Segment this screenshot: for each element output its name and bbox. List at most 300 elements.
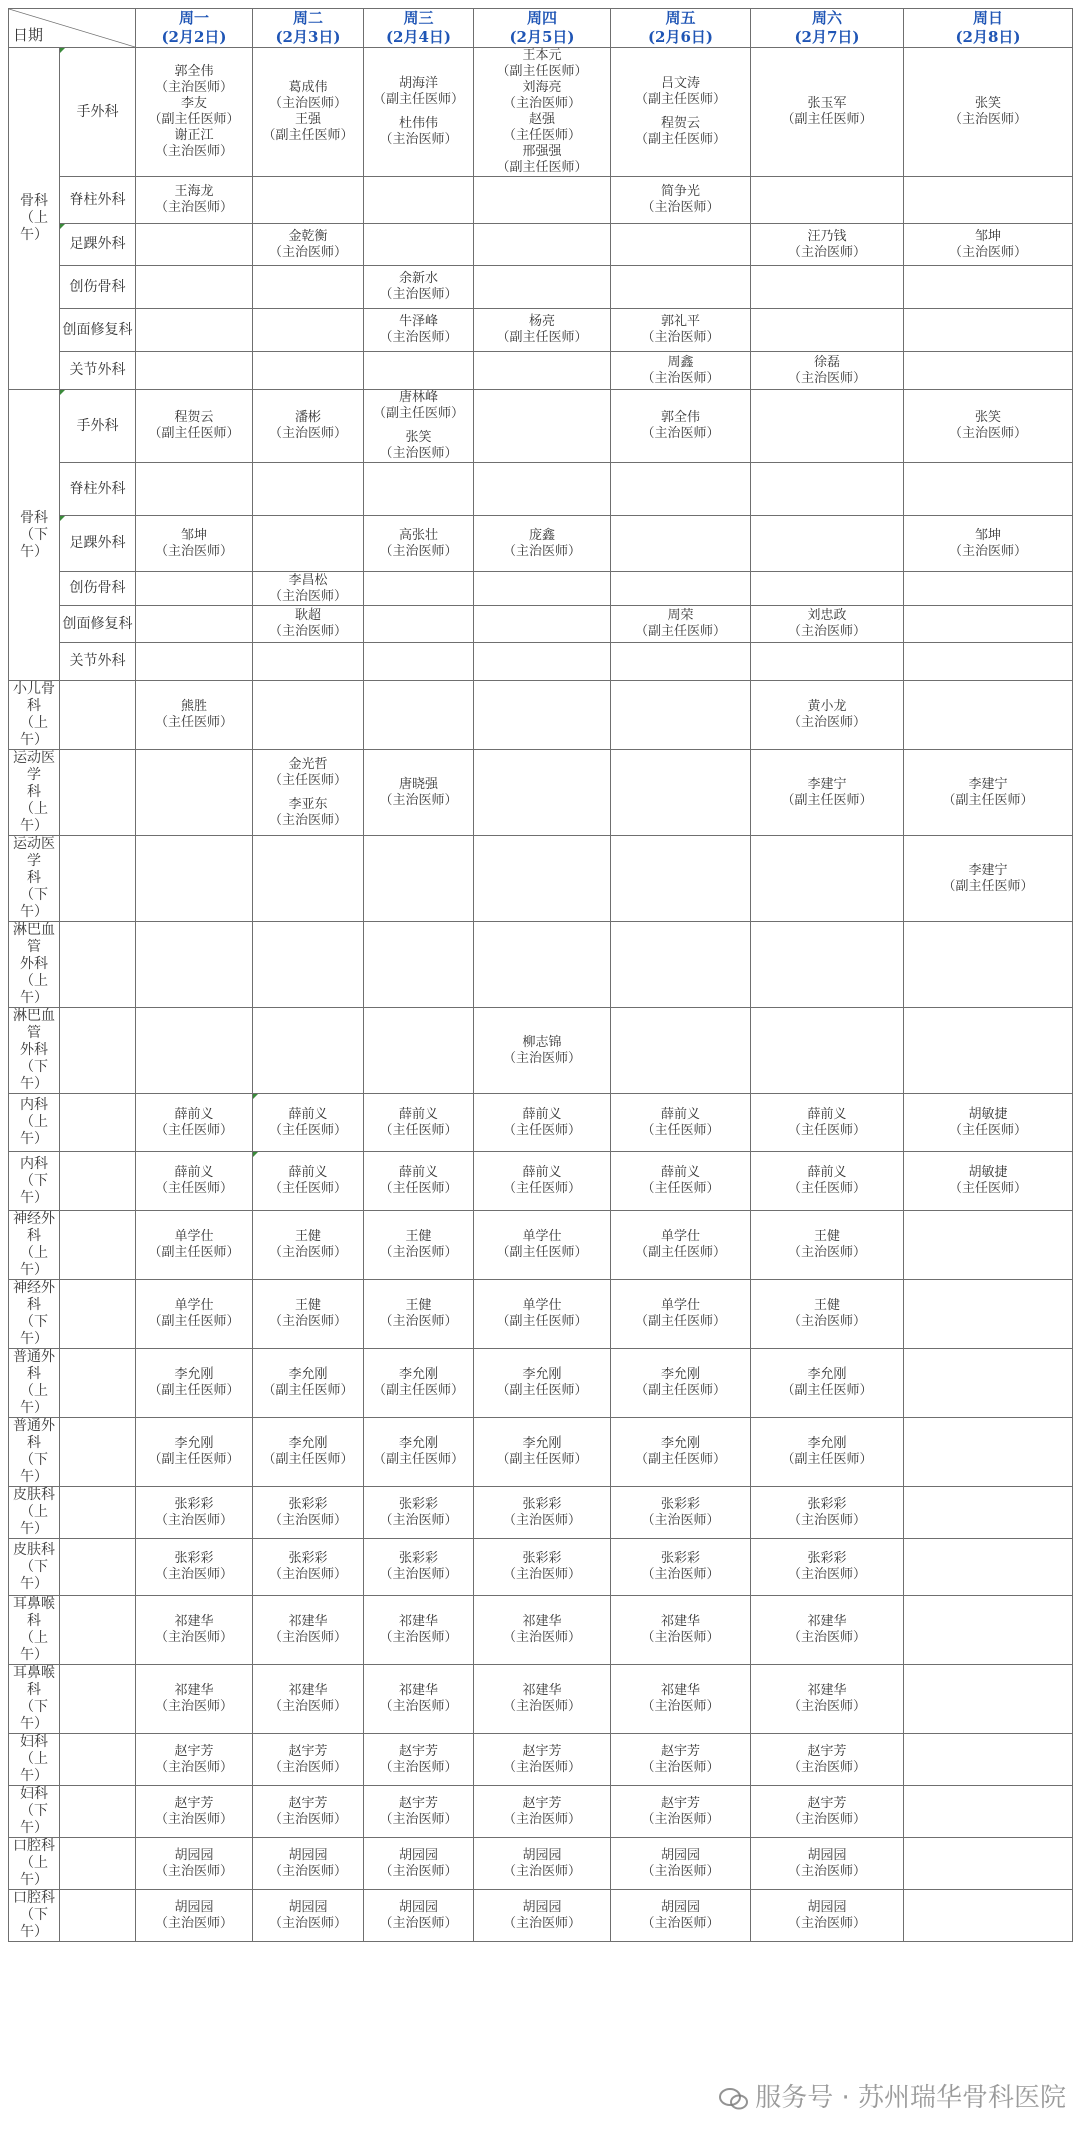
schedule-cell [904, 463, 1073, 516]
doctor-name: 郭礼平 [660, 314, 700, 329]
schedule-cell [364, 177, 474, 224]
schedule-cell [136, 1211, 253, 1280]
doctor-title: （副主任医师） [634, 1452, 726, 1467]
doctor-title: （主治医师） [268, 1630, 347, 1645]
schedule-cell [611, 266, 751, 309]
schedule-cell [253, 836, 364, 922]
schedule-cell [611, 922, 751, 1008]
doctor-title: （主治医师） [268, 1699, 347, 1714]
department-label-line: 神经外科 [13, 1280, 55, 1313]
doctor-name: 唐晓强 [398, 776, 438, 792]
schedule-cell [364, 1786, 474, 1838]
doctor-title: （主治医师） [641, 1512, 720, 1528]
doctor-name: 祁建华 [522, 1614, 562, 1629]
doctor-title: （主治医师） [787, 1567, 866, 1582]
doctor-name: 王健 [294, 1229, 321, 1244]
doctor-title: （主治医师） [379, 446, 458, 461]
schedule-cell [611, 177, 751, 224]
ortho-row [9, 516, 1073, 572]
cell-gap [366, 108, 471, 116]
doctor-title: （副主任医师） [634, 624, 726, 639]
empty-subspecialty-cell [60, 750, 136, 836]
subspecialty-name: 创伤骨科 [69, 580, 126, 596]
department-label-line: 外科 [20, 1042, 48, 1058]
doctor-name: 薛前义 [807, 1106, 847, 1122]
schedule-cell [253, 1094, 364, 1152]
doctor-title: （副主任医师） [148, 1383, 240, 1398]
doctor-title: （主任医师） [787, 1122, 866, 1138]
schedule-cell [904, 48, 1073, 177]
day-date: (2月8日) [955, 28, 1021, 46]
doctor-name: 胡园园 [288, 1899, 328, 1915]
subspecialty-label [60, 266, 136, 309]
doctor-title: （副主任医师） [262, 1383, 354, 1398]
doctor-title: （主治医师） [379, 1863, 458, 1879]
schedule-cell [136, 1838, 253, 1890]
doctor-title: （主治医师） [948, 244, 1027, 260]
schedule-cell [474, 1596, 611, 1665]
department-row [9, 922, 1073, 1008]
doctor-name: 祁建华 [522, 1683, 562, 1698]
doctor-title: （主治医师） [154, 1759, 233, 1775]
schedule-cell [611, 1539, 751, 1596]
doctor-name: 单学仕 [174, 1229, 214, 1244]
doctor-name: 王健 [405, 1229, 432, 1244]
doctor-title: （主治医师） [641, 1915, 720, 1931]
schedule-cell [364, 352, 474, 390]
department-label-line: 普通外科 [13, 1349, 55, 1382]
doctor-name: 谢正江 [174, 128, 214, 143]
schedule-cell [611, 836, 751, 922]
schedule-cell [904, 516, 1073, 572]
doctor-name: 张彩彩 [174, 1496, 214, 1512]
doctor-title: （主治医师） [379, 1567, 458, 1582]
doctor-name: 单学仕 [660, 1298, 700, 1313]
doctor-name: 李允刚 [522, 1367, 562, 1382]
empty-subspecialty-cell [60, 1539, 136, 1596]
department-label-line: 口腔科 [13, 1890, 55, 1906]
department-label-line: 皮肤科 [13, 1487, 55, 1503]
doctor-name: 李允刚 [807, 1436, 847, 1451]
empty-subspecialty-cell [60, 1786, 136, 1838]
empty-subspecialty-cell [60, 1418, 136, 1487]
doctor-title: （副主任医师） [148, 112, 240, 127]
schedule-cell [474, 309, 611, 352]
doctor-name: 薛前义 [174, 1106, 214, 1122]
ortho-row [9, 606, 1073, 643]
department-row [9, 1786, 1073, 1838]
doctor-title: （主治医师） [268, 1512, 347, 1528]
doctor-title: （副主任医师） [372, 1383, 464, 1398]
department-row [9, 1094, 1073, 1152]
doctor-title: （主治医师） [787, 1512, 866, 1528]
schedule-cell [751, 1094, 904, 1152]
doctor-name: 杜伟伟 [398, 116, 438, 131]
doctor-title: （主治医师） [379, 330, 458, 345]
department-label-line: 淋巴血管 [13, 1008, 55, 1041]
department-row [9, 1418, 1073, 1487]
day-name: 周二 [292, 9, 323, 27]
doctor-title: （主治医师） [787, 1630, 866, 1645]
day-date: (2月2日) [161, 28, 227, 46]
doctor-title: （主治医师） [268, 1915, 347, 1931]
doctor-title: （主治医师） [641, 370, 720, 386]
subspecialty-label [60, 224, 136, 266]
schedule-cell [253, 681, 364, 750]
schedule-cell [904, 1734, 1073, 1786]
department-label-line: 科 [27, 870, 41, 886]
doctor-name: 牛泽峰 [398, 314, 438, 329]
department-label-line: （上午） [20, 1114, 48, 1147]
doctor-name: 张彩彩 [174, 1551, 214, 1566]
department-label-line: 耳鼻喉科 [13, 1665, 55, 1698]
ortho-row [9, 309, 1073, 352]
doctor-name: 李昌松 [288, 572, 328, 588]
department-label-line: （上午） [20, 1383, 48, 1416]
schedule-cell [253, 1211, 364, 1280]
department-label-line: 运动医学 [13, 750, 55, 783]
doctor-title: （主任医师） [641, 1181, 720, 1196]
day-date: (2月5日) [509, 28, 575, 46]
schedule-cell [611, 463, 751, 516]
watermark-text: 服务号 · 苏州瑞华骨科医院 [755, 2083, 1066, 2113]
doctor-name: 张彩彩 [288, 1551, 328, 1566]
department-row [9, 1539, 1073, 1596]
schedule-cell [904, 681, 1073, 750]
empty-subspecialty-cell [60, 1890, 136, 1942]
schedule-cell [611, 1094, 751, 1152]
doctor-title: （主治医师） [154, 200, 233, 215]
doctor-name: 赵宇芳 [174, 1743, 214, 1759]
schedule-cell [474, 1786, 611, 1838]
cell-gap [366, 422, 471, 430]
doctor-name: 赵宇芳 [288, 1743, 328, 1759]
doctor-title: （副主任医师） [148, 1314, 240, 1329]
department-label [9, 1665, 60, 1734]
schedule-cell [253, 1890, 364, 1942]
schedule-cell [751, 463, 904, 516]
doctor-title: （副主任医师） [781, 1383, 873, 1398]
doctor-name: 王健 [813, 1229, 840, 1244]
doctor-name: 薛前义 [660, 1106, 700, 1122]
schedule-cell [364, 1487, 474, 1539]
schedule-cell [611, 1665, 751, 1734]
schedule-cell [253, 1786, 364, 1838]
wechat-icon [719, 2088, 749, 2110]
subspecialty-label [60, 177, 136, 224]
schedule-cell [751, 1008, 904, 1094]
doctor-title: （主治医师） [379, 1314, 458, 1329]
ortho-row [9, 572, 1073, 606]
ortho-row [9, 643, 1073, 681]
schedule-cell [474, 177, 611, 224]
doctor-title: （主治医师） [154, 1811, 233, 1827]
schedule-cell [253, 1280, 364, 1349]
subspecialty-name: 足踝外科 [69, 535, 126, 551]
schedule-cell [253, 1665, 364, 1734]
day-header-6 [751, 9, 904, 48]
schedule-cell [474, 352, 611, 390]
schedule-cell [611, 1487, 751, 1539]
department-label [9, 1152, 60, 1211]
department-row [9, 1280, 1073, 1349]
header-row [9, 9, 1073, 48]
doctor-name: 单学仕 [174, 1298, 214, 1313]
schedule-cell [136, 1349, 253, 1418]
schedule-cell [136, 606, 253, 643]
doctor-title: （主治医师） [787, 1759, 866, 1775]
doctor-name: 柳志锦 [522, 1034, 562, 1050]
doctor-title: （主治医师） [379, 132, 458, 147]
schedule-cell [904, 750, 1073, 836]
cell-gap [255, 789, 361, 797]
day-date: (2月6日) [647, 28, 714, 46]
doctor-title: （主治医师） [641, 1759, 720, 1775]
department-label-line: 内科 [20, 1097, 48, 1113]
doctor-title: （副主任医师） [942, 878, 1034, 894]
department-label [9, 1418, 60, 1487]
doctor-name: 程贺云 [660, 116, 700, 131]
doctor-name: 李建宁 [968, 776, 1008, 792]
schedule-cell [611, 606, 751, 643]
doctor-title: （主治医师） [154, 80, 233, 95]
schedule-cell [904, 643, 1073, 681]
doctor-name: 胡园园 [807, 1899, 847, 1915]
schedule-cell [136, 463, 253, 516]
schedule-cell [253, 1418, 364, 1487]
corner-marker [60, 48, 65, 53]
schedule-cell [364, 224, 474, 266]
ortho-row [9, 224, 1073, 266]
empty-subspecialty-cell [60, 1487, 136, 1539]
schedule-cell [364, 1094, 474, 1152]
doctor-name: 李允刚 [398, 1367, 438, 1382]
ortho-block-label [9, 48, 60, 390]
subspecialty-label [60, 390, 136, 463]
doctor-title: （副主任医师） [372, 1452, 464, 1467]
department-label-line: （下午） [20, 1803, 48, 1836]
department-label [9, 1890, 60, 1942]
department-label-line: 神经外科 [13, 1211, 55, 1244]
schedule-cell [904, 1008, 1073, 1094]
ortho-row [9, 390, 1073, 463]
doctor-name: 吕文涛 [660, 76, 700, 91]
schedule-cell [364, 1008, 474, 1094]
department-label-line: 科 [27, 784, 41, 800]
doctor-name: 胡园园 [288, 1847, 328, 1863]
schedule-cell [136, 1890, 253, 1942]
department-label [9, 1539, 60, 1596]
doctor-name: 李允刚 [660, 1367, 700, 1382]
doctor-name: 邢强强 [522, 144, 562, 159]
doctor-title: （副主任医师） [781, 112, 873, 127]
schedule-cell [253, 922, 364, 1008]
doctor-name: 薛前义 [288, 1106, 328, 1122]
doctor-title: （主任医师） [268, 1122, 347, 1138]
schedule-cell [904, 1890, 1073, 1942]
schedule-cell [751, 681, 904, 750]
schedule-cell [474, 1280, 611, 1349]
schedule-cell [904, 1152, 1073, 1211]
department-label [9, 1786, 60, 1838]
doctor-name: 汪乃钱 [807, 228, 847, 244]
doctor-name: 张彩彩 [807, 1551, 847, 1566]
doctor-name: 赵宇芳 [398, 1743, 438, 1759]
department-label-line: （下午） [20, 1699, 48, 1732]
day-header-2 [253, 9, 364, 48]
schedule-cell [136, 1280, 253, 1349]
doctor-name: 张彩彩 [807, 1496, 847, 1512]
doctor-name: 邹坤 [974, 527, 1001, 543]
schedule-cell [474, 1539, 611, 1596]
schedule-cell [611, 390, 751, 463]
schedule-cell [474, 224, 611, 266]
department-row [9, 1890, 1073, 1942]
schedule-cell [136, 836, 253, 922]
schedule-cell [611, 1211, 751, 1280]
doctor-name: 张玉军 [807, 96, 847, 111]
doctor-name: 胡园园 [174, 1847, 214, 1863]
schedule-cell [474, 1487, 611, 1539]
department-label-line: （上午） [20, 1751, 48, 1784]
schedule-cell [751, 1890, 904, 1942]
doctor-name: 李允刚 [398, 1436, 438, 1451]
doctor-name: 王健 [294, 1298, 321, 1313]
empty-subspecialty-cell [60, 1838, 136, 1890]
schedule-cell [474, 922, 611, 1008]
schedule-cell [751, 1211, 904, 1280]
subspecialty-label [60, 48, 136, 177]
doctor-title: （主任医师） [268, 772, 347, 788]
empty-subspecialty-cell [60, 1008, 136, 1094]
schedule-cell [904, 390, 1073, 463]
doctor-title: （主治医师） [379, 1811, 458, 1827]
department-label-line: （上午） [20, 801, 48, 834]
doctor-title: （主治医师） [787, 1863, 866, 1879]
doctor-title: （主治医师） [379, 792, 458, 808]
schedule-cell [136, 1008, 253, 1094]
doctor-title: （副主任医师） [634, 132, 726, 147]
schedule-cell [751, 922, 904, 1008]
schedule-cell [253, 1349, 364, 1418]
schedule-cell [474, 1211, 611, 1280]
schedule-cell [611, 1280, 751, 1349]
doctor-name: 李允刚 [522, 1436, 562, 1451]
empty-subspecialty-cell [60, 1211, 136, 1280]
doctor-title: （主治医师） [379, 1245, 458, 1260]
department-label [9, 1349, 60, 1418]
department-label-line: （下午） [20, 526, 48, 560]
doctor-title: （主治医师） [154, 1863, 233, 1879]
schedule-cell [904, 352, 1073, 390]
schedule-cell [253, 750, 364, 836]
day-name: 周五 [665, 9, 696, 27]
schedule-cell [751, 606, 904, 643]
doctor-name: 张彩彩 [522, 1551, 562, 1566]
schedule-cell [904, 922, 1073, 1008]
schedule-cell [364, 266, 474, 309]
schedule-cell [611, 1596, 751, 1665]
doctor-title: （主治医师） [379, 543, 458, 559]
ortho-row [9, 266, 1073, 309]
doctor-name: 杨亮 [528, 314, 555, 329]
schedule-cell [611, 681, 751, 750]
department-label-line: 运动医学 [13, 836, 55, 869]
doctor-name: 王强 [294, 112, 321, 127]
doctor-name: 李允刚 [288, 1367, 328, 1382]
doctor-title: （副主任医师） [496, 1314, 588, 1329]
doctor-title: （副主任医师） [781, 1452, 873, 1467]
doctor-title: （主治医师） [641, 1811, 720, 1827]
schedule-cell [611, 352, 751, 390]
doctor-title: （主任医师） [502, 1181, 581, 1196]
department-label-line: （下午） [20, 1172, 48, 1206]
doctor-name: 张彩彩 [288, 1496, 328, 1512]
schedule-cell [136, 1734, 253, 1786]
doctor-name: 单学仕 [660, 1229, 700, 1244]
doctor-title: （主治医师） [948, 426, 1027, 441]
doctor-title: （主治医师） [641, 1567, 720, 1582]
schedule-cell [474, 463, 611, 516]
department-label [9, 836, 60, 922]
schedule-cell [904, 309, 1073, 352]
schedule-cell [751, 177, 904, 224]
department-row [9, 1734, 1073, 1786]
department-label-line: 小儿骨科 [13, 681, 55, 714]
schedule-cell [611, 309, 751, 352]
doctor-name: 赵宇芳 [522, 1795, 562, 1811]
doctor-name: 李建宁 [968, 862, 1008, 878]
empty-subspecialty-cell [60, 1665, 136, 1734]
doctor-title: （主治医师） [948, 112, 1027, 127]
schedule-cell [904, 1786, 1073, 1838]
doctor-name: 张彩彩 [398, 1551, 438, 1566]
department-label-line: （上午） [20, 973, 48, 1006]
doctor-name: 祁建华 [398, 1614, 438, 1629]
empty-subspecialty-cell [60, 1152, 136, 1211]
doctor-name: 胡园园 [522, 1847, 562, 1863]
department-row [9, 1152, 1073, 1211]
department-label-line: （下午） [20, 887, 48, 920]
doctor-name: 薛前义 [288, 1165, 328, 1180]
schedule-cell [904, 1094, 1073, 1152]
subspecialty-label [60, 352, 136, 390]
schedule-cell [474, 1890, 611, 1942]
doctor-name: 胡园园 [807, 1847, 847, 1863]
doctor-name: 葛成伟 [288, 80, 328, 95]
schedule-cell [364, 643, 474, 681]
ortho-row [9, 177, 1073, 224]
doctor-name: 赵宇芳 [807, 1795, 847, 1811]
doctor-name: 李允刚 [660, 1436, 700, 1451]
doctor-title: （主治医师） [787, 715, 866, 730]
schedule-cell [474, 681, 611, 750]
doctor-title: （副主任医师） [496, 1452, 588, 1467]
schedule-cell [136, 1487, 253, 1539]
schedule-cell [904, 1280, 1073, 1349]
schedule-cell [751, 1487, 904, 1539]
schedule-cell [253, 1838, 364, 1890]
doctor-title: （主任医师） [787, 1181, 866, 1196]
doctor-title: （主治医师） [502, 1863, 581, 1879]
schedule-cell [751, 48, 904, 177]
doctor-name: 黄小龙 [807, 699, 847, 714]
doctor-title: （主治医师） [268, 1567, 347, 1582]
doctor-name: 祁建华 [660, 1614, 700, 1629]
doctor-title: （主治医师） [787, 1314, 866, 1329]
schedule-cell [364, 681, 474, 750]
doctor-title: （副主任医师） [634, 1245, 726, 1260]
